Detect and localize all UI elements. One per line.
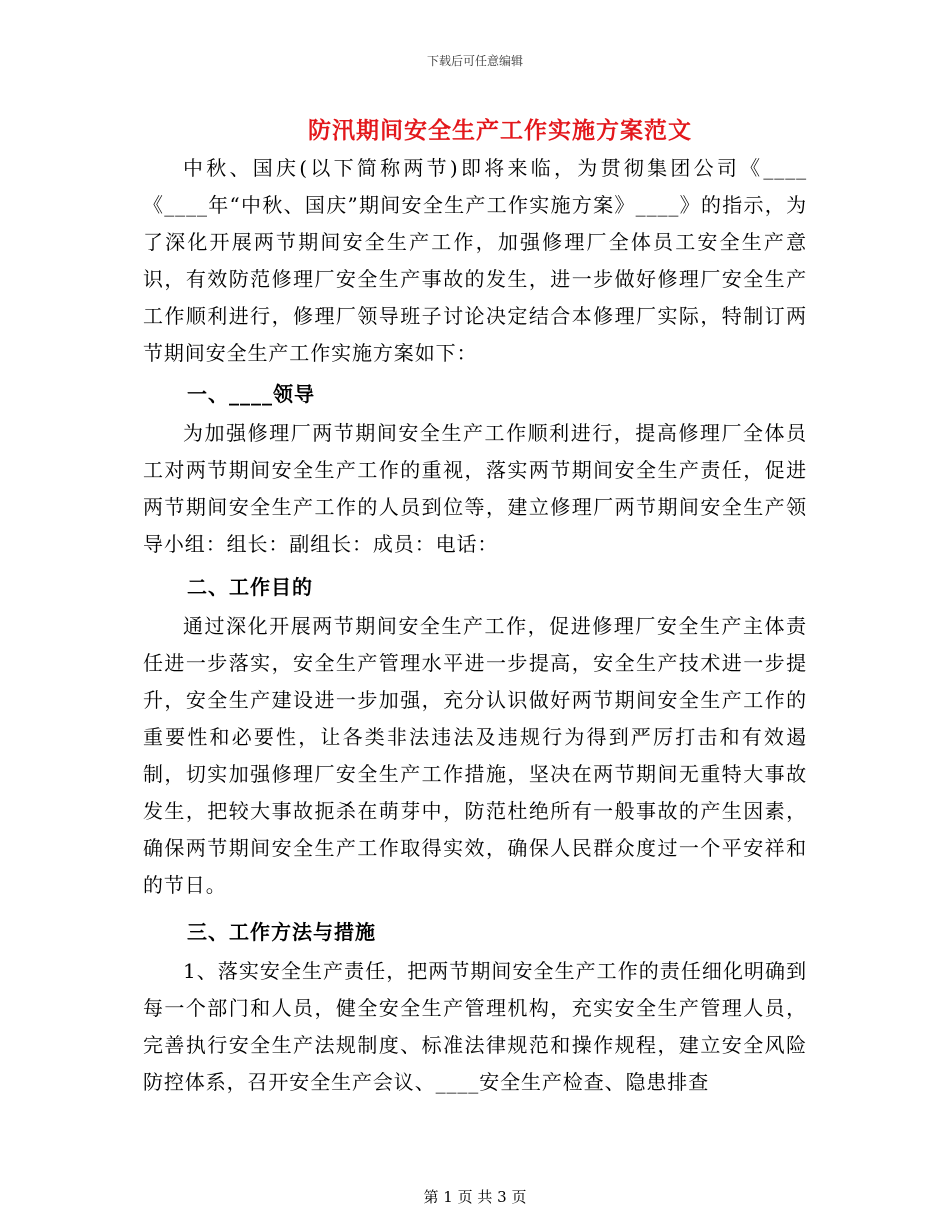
page-number: 第 1 页 共 3 页 (423, 1188, 527, 1206)
method-paragraph-1: 1、落实安全生产责任，把两节期间安全生产工作的责任细化明确到每一个部门和人员，健全安全生产管理机构，充实安全生产管理人员，完善执行安全生产法规制度、标准法律规范和操作规程，建立安全风险防控体系，召开安全生产会议、____安全生产检查、隐患排查 (143, 959, 807, 1094)
section-heading-goal: 二、工作目的 (187, 575, 313, 599)
header-note: 下载后可任意编辑 (426, 54, 523, 68)
goal-paragraph: 通过深化开展两节期间安全生产工作，促进修理厂安全生产主体责任进一步落实，安全生产管理水平进一步提高，安全生产技术进一步提升，安全生产建设进一步加强，充分认识做好两节期间安全生产工作的重要性和必要性，让各类非法违法及违规行为得到严厉打击和有效遏制，切实加强修理厂安全生产工作措施，坚决在两节期间无重特大事故发生，把较大事故扼杀在萌芽中，防范杜绝所有一般事故的产生因素，确保两节期间安全生产工作取得实效，确保人民群众度过一个平安祥和的节日。 (143, 614, 807, 897)
document-title: 防汛期间安全生产工作实施方案范文 (308, 117, 692, 144)
section-heading-method: 三、工作方法与措施 (187, 920, 376, 944)
intro-paragraph: 中秋、国庆(以下简称两节)即将来临，为贯彻集团公司《____《____年“中秋、国庆”期间安全生产工作实施方案》____》的指示，为了深化开展两节期间安全生产工作，加强修理厂全体员工安全生产意识，有效防范修理厂安全生产事故的发生，进一步做好修理厂安全生产工作顺利进行，修理厂领导班子讨论决定结合本修理厂实际，特制订两节期间安全生产工作实施方案如下： (143, 156, 807, 365)
section-heading-leadership: 一、____领导 (187, 382, 315, 406)
document-body (143, 150, 807, 1101)
leadership-paragraph: 为加强修理厂两节期间安全生产工作顺利进行，提高修理厂全体员工对两节期间安全生产工作的重视，落实两节期间安全生产责任，促进两节期间安全生产工作的人员到位等，建立修理厂两节期间安全生产领导小组：组长：副组长：成员：电话： (143, 421, 807, 556)
